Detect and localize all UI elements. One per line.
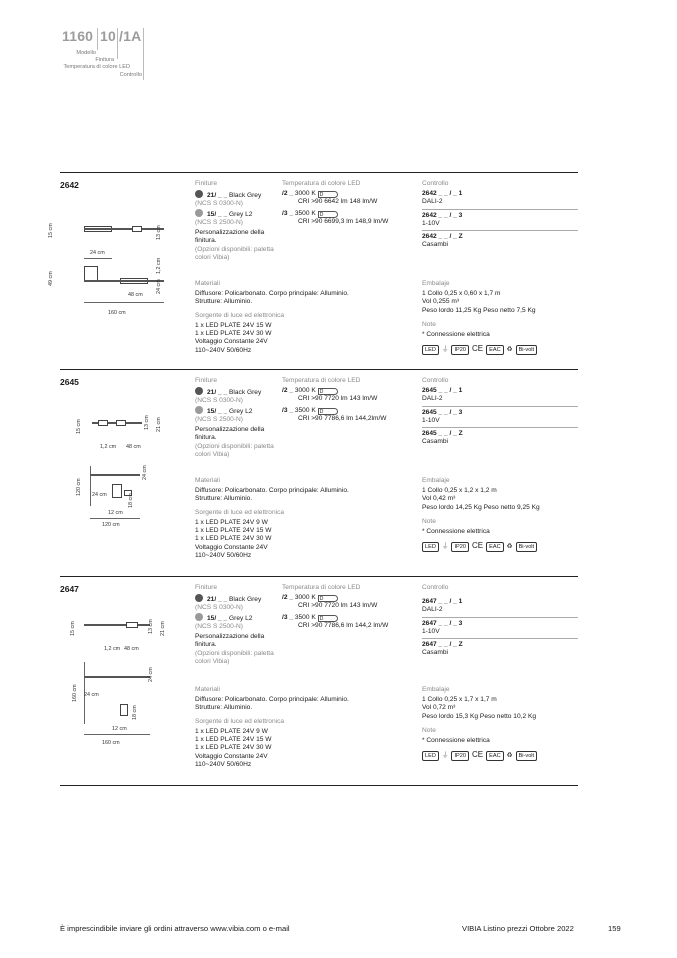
product-drawing-2647: 15 cm 13 cm 21 cm 1,2 cm 48 cm 160 cm 24 cm 24 cm 18 cm 12 cm 160 cm (70, 619, 166, 746)
finishes-column: Finiture 21/ _ _ Black Grey (NCS S 0300-N) 15/ _ _ Grey L2 (NCS S 2500-N) Personalizzazione della finitura. (Opzioni disponibili: paletta colori Vibia) (195, 584, 274, 665)
grey-l2-swatch-icon (195, 613, 203, 621)
packaging-block: Embalaje 1 Collo 0,25 x 0,60 x 1,7 m Vol 0,255 m³ Peso lordo 11,25 Kg Peso netto 7,5 Kg Note * Connessione elettrica LED ⏚ IP20 CE EAC ♻ Bi-volt (422, 280, 578, 355)
temperature-column: Temperatura di colore LED /2 _ 3000 K D CRI >90 7720 lm 143 lm/W /3 _ 3500 K D CRI >90 7786,6 lm 144,2 lm/W (282, 584, 389, 629)
recycle-icon: ♻ (506, 752, 513, 760)
black-grey-swatch-icon (195, 190, 203, 198)
finishes-column: Finiture 21/ _ _ Black Grey (NCS S 0300-N) 15/ _ _ Grey L2 (NCS S 2500-N) Personalizzazione della finitura. (Opzioni disponibili: paletta colori Vibia) (195, 180, 285, 262)
product-drawing-2645: 15 cm 13 cm 21 cm 1,2 cm 48 cm 120 cm 24 cm 24 cm 18 cm 12 cm 120 cm (76, 415, 162, 528)
code-finish: 10 (100, 28, 116, 44)
packaging-block: Embalaje 1 Collo 0,25 x 1,2 x 1,2 m Vol 0,42 m³ Peso lordo 14,25 Kg Peso netto 9,25 Kg Note * Connessione elettrica LED ⏚ IP20 CE EAC ♻ Bi-volt (422, 477, 578, 552)
control-column: Controllo 2647 _ _ / _ 1 DALI-2 2647 _ _ / _ 3 1-10V 2647 _ _ / _ Z Casambi (422, 584, 578, 658)
packaging-block: Embalaje 1 Collo 0,25 x 1,7 x 1,7 m Vol 0,72 m³ Peso lordo 15,3 Kg Peso netto 10,2 Kg Note * Connessione elettrica LED ⏚ IP20 CE EAC ♻ Bi-volt (422, 686, 578, 761)
divider (60, 172, 578, 173)
legend-finitura: Finitura (95, 57, 114, 63)
footer-catalog: VIBIA Listino prezzi Ottobre 2022 (462, 924, 574, 933)
ground-icon: ⏚ (441, 543, 449, 551)
legend-temperatura: Temperatura di colore LED (63, 64, 130, 70)
controllo-header: Controllo (422, 180, 449, 187)
footer-note: È imprescindibile inviare gli ordini attraverso www.vibia.com o e-mail (60, 924, 290, 933)
energy-class-icon: D (318, 408, 338, 415)
ce-icon: CE (472, 750, 484, 760)
recycle-icon: ♻ (506, 346, 513, 354)
grey-l2-swatch-icon (195, 406, 203, 414)
ce-icon: CE (472, 541, 484, 551)
product-code: 2642 (60, 180, 79, 190)
legend-controllo: Controllo (119, 72, 142, 78)
finish-grey-l2: 15/ _ _ Grey L2 (195, 209, 285, 219)
materials-block: Materiali Diffusore: Policarbonato. Corpo principale: Alluminio. Strutture: Alluminio. Sorgente di luce ed elettronica 1 x LED PLATE 24V 9 W 1 x LED PLATE 24V 15 W 1 x LED PLATE 24V 30 W Voltaggio Constante 24V 110~240V 50/60Hz (195, 686, 349, 768)
temperatura-header: Temperatura di colore LED (282, 180, 361, 187)
code-temperature-control: /1A (119, 28, 142, 44)
grey-l2-swatch-icon (195, 209, 203, 217)
legend-modello: Modello (76, 50, 96, 56)
divider (60, 576, 578, 577)
ground-icon: ⏚ (441, 752, 449, 760)
control-column: Controllo 2642 _ _ / _ 1 DALI-2 2642 _ _ / _ 3 1-10V 2642 _ _ / _ Z Casambi (422, 180, 578, 250)
materials-block: Materiali Diffusore: Policarbonato. Corpo principale: Alluminio. Strutture: Alluminio. Sorgente di luce ed elettronica 1 x LED PLATE 24V 9 W 1 x LED PLATE 24V 15 W 1 x LED PLATE 24V 30 W Voltaggio Constante 24V 110~240V 50/60Hz (195, 477, 349, 559)
product-code: 2647 (60, 584, 79, 594)
finish-black-grey: 21/ _ _ Black Grey (195, 190, 285, 200)
energy-class-icon: D (318, 615, 338, 622)
black-grey-swatch-icon (195, 387, 203, 395)
finishes-column: Finiture 21/ _ _ Black Grey (NCS S 0300-N) 15/ _ _ Grey L2 (NCS S 2500-N) Personalizzazione della finitura. (Opzioni disponibili: paletta colori Vibia) (195, 377, 274, 458)
code-model: 1160 (62, 28, 94, 44)
control-column: Controllo 2645 _ _ / _ 1 DALI-2 2645 _ _ / _ 3 1-10V 2645 _ _ / _ Z Casambi (422, 377, 578, 447)
certification-badges: LED ⏚ IP20 CE EAC ♻ Bi-volt (422, 344, 578, 355)
energy-class-icon: D (318, 388, 338, 395)
finiture-header: Finiture (195, 180, 217, 187)
certification-badges: LED ⏚ IP20 CE EAC ♻ Bi-volt (422, 541, 578, 552)
recycle-icon: ♻ (506, 543, 513, 551)
temperature-column: Temperatura di colore LED /2 _ 3000 K D CRI >90 6642 lm 148 lm/W /3 _ 3500 K D CRI >90 6699,3 lm 148,9 lm/W (282, 180, 422, 226)
page-number: 159 (608, 924, 621, 933)
product-code: 2645 (60, 377, 79, 387)
temperature-column: Temperatura di colore LED /2 _ 3000 K D CRI >90 7720 lm 143 lm/W /3 _ 3500 K D CRI >90 7786,6 lm 144,2lm/W (282, 377, 387, 422)
ce-icon: CE (472, 344, 484, 354)
certification-badges: LED ⏚ IP20 CE EAC ♻ Bi-volt (422, 750, 578, 761)
energy-class-icon: D (318, 211, 338, 218)
ground-icon: ⏚ (441, 346, 449, 354)
energy-class-icon: D (318, 191, 338, 198)
product-drawing-2642: 15 cm 13 cm 24 cm 49 cm 24 cm 1,2 cm 48 cm 160 cm (48, 223, 162, 316)
divider (60, 785, 578, 786)
divider (60, 369, 578, 370)
energy-class-icon: D (318, 595, 338, 602)
black-grey-swatch-icon (195, 594, 203, 602)
materials-block: Materiali Diffusore: Policarbonato. Corpo principale: Alluminio. Strutture: Alluminio. Sorgente di luce ed elettronica 1 x LED PLATE 24V 15 W 1 x LED PLATE 24V 30 W Voltaggio Constante 24V 110~240V 50/60Hz (195, 280, 349, 354)
